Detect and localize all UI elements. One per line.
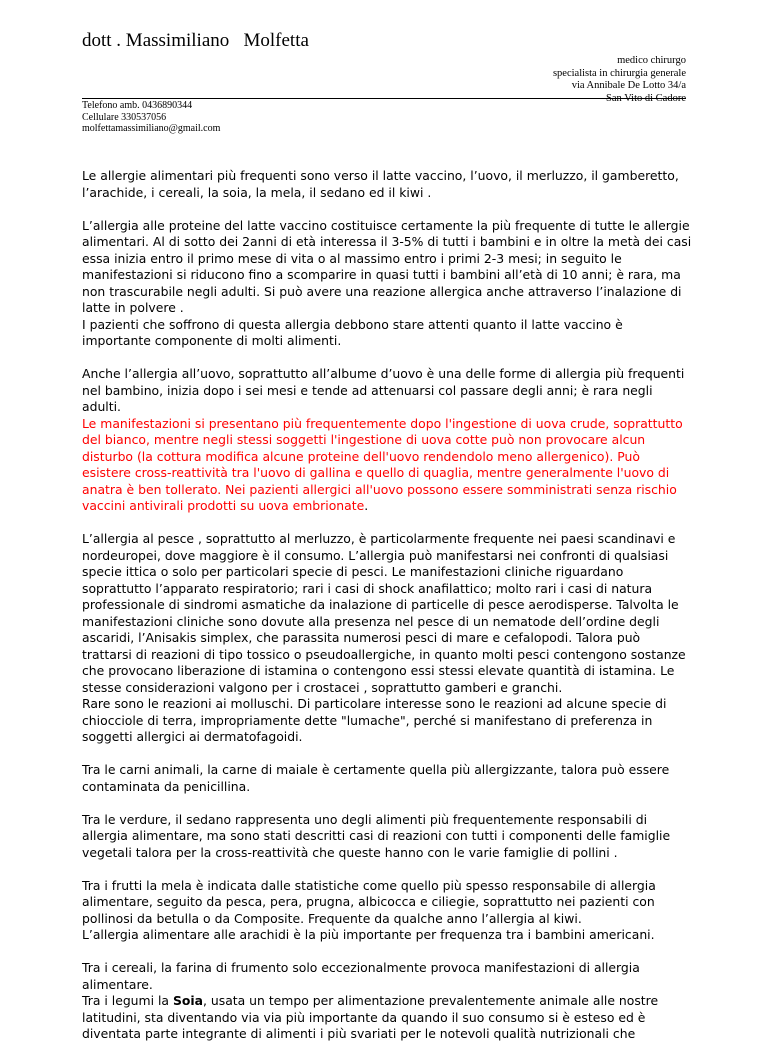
paragraph-cereals [82, 960, 692, 1043]
milk-text-a: L’allergia alle proteine del latte vaccino costituisce certamente la più frequente di tutte le allergie alimentari. Al di sotto dei 2anni di età interessa il 3-5% di tutti i bambini e in oltre la metà dei casi essa inizia entro il primo mese di vita o al massimo entro i primi 2-3 mesi; in seguito le manifestazioni si riducono fino a scomparire in quasi tutti i bambini all’età di 10 anni; è rara, ma non trascurabile negli adulti. Si può avere una reazione allergica anche attraverso l’inalazione di latte in polvere . [82, 217, 692, 315]
paragraph-egg [82, 366, 692, 515]
paragraph-fish [82, 531, 692, 746]
egg-text-a: Anche l’allergia all’uovo, soprattutto all’albume d’uovo è una delle forme di allergia più frequenti nel bambino, inizia dopo i sei mesi e tende ad attenuarsi col passare degli anni; è rara negli adulti. [82, 366, 685, 414]
header-divider [82, 98, 686, 99]
fruit-text-b: L’allergia alimentare alle arachidi è la più importante per frequenza tra i bambini americani. [82, 927, 655, 942]
contact-phone: Telefono amb. 0436890344 [82, 100, 193, 111]
paragraph-vegetables: Tra le verdure, il sedano rappresenta uno degli alimenti più frequentemente responsabili di allergia alimentare, ma sono stati descritti casi di reazioni con tutti i componenti delle famiglie vegetali talora per la cross-reattività che queste hanno con le varie famiglie di pollini . [82, 811, 671, 860]
legumes-text-pre: Tra i legumi la [82, 993, 173, 1008]
contact-block [82, 100, 220, 135]
cereals-text-a: Tra i cereali, la farina di frumento solo eccezionalmente provoca manifestazioni di allergia alimentare. [82, 960, 640, 992]
letterhead-line-city: San Vito di Cadore [606, 92, 686, 104]
contact-mobile: Cellulare 330537056 [82, 111, 167, 123]
fruit-text-a: Tra i frutti la mela è indicata dalle statistiche come quello più spesso responsabile di allergia alimentare, seguito da pesca, pera, prugna, albicocca e ciliegie, soprattutto nei pazienti con pollinosi da betulla o da Composite. Frequente da qualche anno l’allergia al kiwi. [82, 877, 656, 926]
egg-text-highlight: Le manifestazioni si presentano più frequentemente dopo l'ingestione di uova crude, soprattutto del bianco, mentre negli stessi soggetti l'ingestione di uova cotte può non provocare alcun disturbo (la cottura modifica alcune proteine dell'uovo rendendolo meno allergenico). Può esistere cross-reattività tra l'uovo di gallina e quello di quaglia, mentre generalmente l'uovo di anatra è ben tollerato. Nei pazienti allergici all'uovo possono essere somministrati senza rischio vaccini antivirali prodotti su uova embrionate [82, 415, 683, 513]
milk-text-b: I pazienti che soffrono di questa allergia debbono stare attenti quanto il latte vaccino è importante componente di molti alimenti. [82, 316, 623, 348]
fish-text-a: L’allergia al pesce , soprattutto al merluzzo, è particolarmente frequente nei paesi scandinavi e nordeuropei, dove maggiore è il consumo. L’allergia può manifestarsi nei confronti di qualsiasi specie ittica o solo per particolari specie di pesci. Le manifestazioni cliniche riguardano soprattutto l’apparato respiratorio; rari i casi di shock anafilattico; molto rari i casi di natura professionale di sindromi asmatiche da inalazione di particelle di pesce aerodisperse. Talvolta le manifestazioni cliniche sono dovute alla presenza nel pesce di un nematode dell’ordine degli ascaridi, l’Anisakis simplex, che parassita numerosi pesci di mare e cefalopodi. Talora può trattarsi di reazioni di tipo tossico o pseudoallergiche, in quanto molti pesci contengono sostanze che provocano liberazione di istamina o contengono essi stessi elevate quantità di istamina. Le stesse considerazioni valgono per i crostacei , soprattutto gamberi e granchi. [82, 531, 686, 695]
egg-text-period: . [364, 498, 369, 513]
paragraph-fruit [82, 878, 692, 944]
doctor-name-heading: dott . Massimiliano Molfetta [82, 30, 309, 51]
fish-text-b: Rare sono le reazioni ai molluschi. Di particolare interesse sono le reazioni ad alcune specie di chiocciole di terra, impropriamente dette "lumache", perché si manifestano di preferenza in soggetti allergici ai dermatofagoidi. [82, 696, 667, 744]
paragraph-milk [82, 218, 692, 350]
soia-bold: Soia [172, 993, 204, 1008]
letterhead-line-specialty: specialista in chirurgia generale [552, 67, 686, 79]
legumes-text-post: , usata un tempo per alimentazione prevalentemente animale alle nostre latitudini, sta diventando via via più importante da quando il suo consumo si è esteso ed è diventata parte integrante di alimenti i più svariati per le notevoli qualità nutrizionali che [82, 993, 659, 1041]
article-body [82, 168, 692, 1059]
paragraph-intro: Le allergie alimentari più frequenti sono verso il latte vaccino, l’uovo, il merluzzo, il gamberetto, l’arachide, i cereali, la soia, la mela, il sedano ed il kiwi . [82, 168, 679, 200]
letterhead-line-title: medico chirurgo [617, 55, 686, 66]
contact-email: molfettamassimiliano@gmail.com [82, 123, 221, 134]
paragraph-meat: Tra le carni animali, la carne di maiale è certamente quella più allergizzante, talora può essere contaminata da penicillina. [82, 762, 670, 794]
letterhead-line-address: via Annibale De Lotto 34/a [571, 80, 686, 91]
